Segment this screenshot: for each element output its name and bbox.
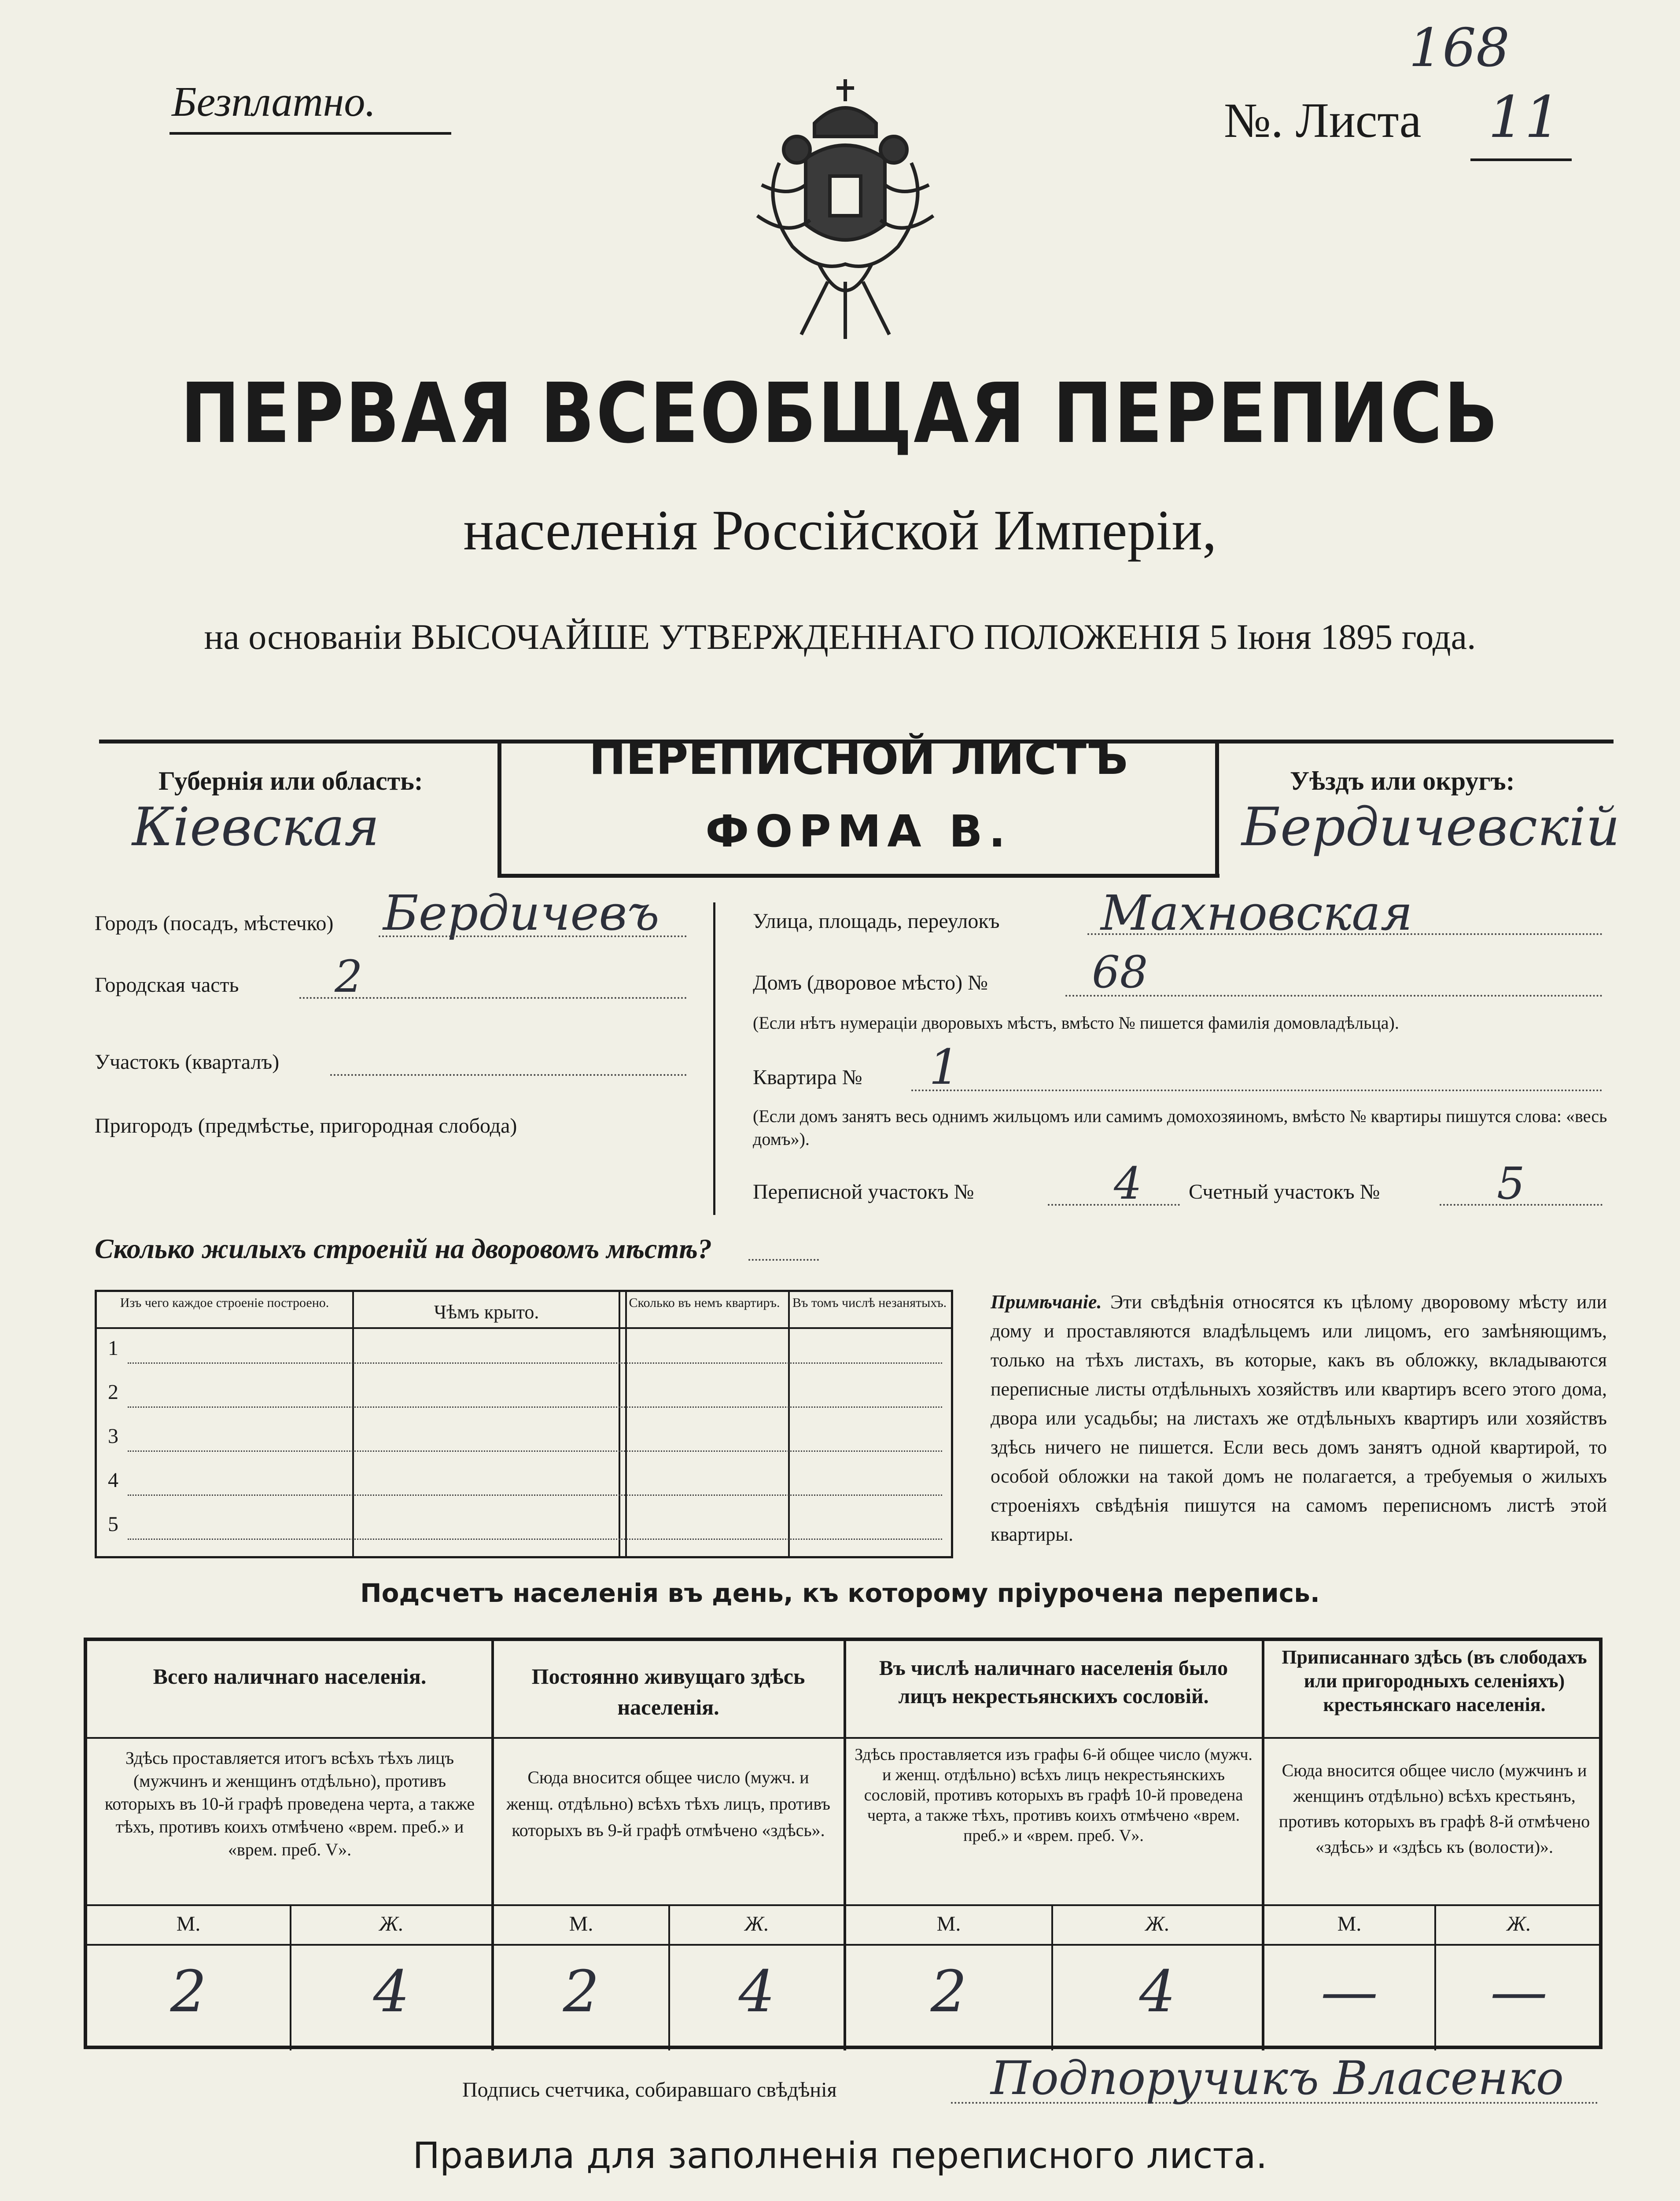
gubernia-value: Кіевская — [132, 797, 379, 858]
tally-m-header: М. — [1337, 1912, 1362, 1936]
tally-col-total-title: Всего наличнаго населенія. — [153, 1664, 427, 1689]
buildings-col-roof: Чѣмъ крыто. — [434, 1301, 539, 1323]
ward-label: Участокъ (кварталъ) — [95, 1050, 280, 1074]
buildings-col-vacant: Въ томъ числѣ незанятыхъ. — [792, 1296, 947, 1310]
tally-nonpeasant-male: 2 — [930, 1958, 967, 2025]
uezd-label: Уѣздъ или округъ: — [1290, 766, 1515, 795]
sheet-number-value: 11 — [1488, 84, 1561, 151]
form-variant: ФОРМА В. — [705, 806, 1012, 857]
street-line — [1087, 933, 1603, 935]
tally-col-resident-desc: Сюда вносится общее число (мужч. и женщ. отдѣльно) всѣхъ тѣхъ лицъ, противъ которыхъ въ 9-й графѣ отмѣчено «здѣсь». — [506, 1767, 830, 1840]
city-part-label: Городская часть — [95, 973, 239, 997]
tally-col-resident-title: Постоянно живущаго здѣсь населенія. — [531, 1664, 805, 1719]
buildings-row-number: 3 — [108, 1424, 118, 1448]
city-part-line — [299, 997, 687, 999]
ward-line — [330, 1074, 687, 1076]
street-label: Улица, площадь, переулокъ — [753, 909, 1000, 933]
free-label-underline — [169, 132, 451, 135]
legal-basis: на основаніи ВЫСОЧАЙШЕ УТВЕРЖДЕННАГО ПОЛОЖЕНІЯ 5 Іюня 1895 года. — [204, 617, 1476, 657]
tally-col-nonpeasant-title: Въ числѣ наличнаго населенія было лицъ некрестьянскихъ сословій. — [879, 1656, 1228, 1708]
rules-title: Правила для заполненія переписного листа. — [413, 2135, 1267, 2177]
tally-table — [84, 1638, 1603, 2049]
tally-f-header: Ж. — [744, 1912, 769, 1936]
house-label: Домъ (дворовое мѣсто) № — [753, 971, 988, 994]
tally-m-header: М. — [176, 1912, 201, 1936]
signature-value: Подпоручикъ Власенко — [991, 2051, 1564, 2105]
tally-peasant-male: — — [1321, 1958, 1378, 2025]
suburb-label: Пригородъ (предмѣстье, пригородная слобода) — [95, 1114, 517, 1137]
tally-f-header: Ж. — [1507, 1912, 1531, 1936]
city-label: Городъ (посадъ, мѣстечко) — [95, 912, 334, 935]
tally-m-header: М. — [569, 1912, 593, 1936]
flat-note: (Если домъ занятъ весь однимъ жильцомъ или самимъ домохозяиномъ, вмѣсто № квартиры пишутся слова: «весь домъ»). — [753, 1106, 1607, 1149]
house-note: (Если нѣтъ нумераціи дворовыхъ мѣстъ, вмѣсто № пишется фамилія домовладѣльца). — [753, 1013, 1399, 1033]
coat-of-arms-icon — [748, 75, 942, 348]
uezd-value: Бердичевскій — [1242, 797, 1620, 858]
buildings-col-material: Изъ чего каждое строеніе построено. — [120, 1296, 329, 1310]
address-divider — [713, 902, 715, 1215]
tally-col-peasant-desc: Сюда вносится общее число (мужчинъ и женщинъ отдѣльно) всѣхъ крестьянъ, противъ которыхъ въ графѣ 8-й отмѣчено «здѣсь» и «здѣсь къ (волости)». — [1278, 1760, 1590, 1857]
census-district-label: Переписной участокъ № — [753, 1180, 974, 1204]
buildings-note — [991, 1288, 1607, 1549]
gubernia-label: Губернія или область: — [158, 766, 423, 795]
counting-district-line — [1440, 1204, 1603, 1206]
free-label: Безплатно. — [172, 78, 376, 125]
buildings-col-flats: Сколько въ немъ квартиръ. — [629, 1296, 780, 1310]
tally-total-male: 2 — [170, 1958, 207, 2025]
tally-f-header: Ж. — [379, 1912, 404, 1936]
street-value: Махновская — [1101, 885, 1413, 941]
flat-line — [911, 1089, 1603, 1091]
buildings-question: Сколько жилыхъ строеній на дворовомъ мѣстѣ? — [95, 1233, 712, 1264]
buildings-row-number: 4 — [108, 1469, 118, 1492]
tally-heading: Подсчетъ населенія въ день, къ которому пріурочена перепись. — [360, 1578, 1320, 1608]
tally-m-header: М. — [936, 1912, 961, 1936]
tally-resident-male: 2 — [563, 1958, 600, 2025]
form-band-bottom-rule — [497, 874, 1219, 878]
city-value: Бердичевъ — [383, 885, 659, 941]
buildings-note-title: Примѣчаніе. — [991, 1291, 1102, 1313]
form-name: ПЕРЕПИСНОЙ ЛИСТЪ — [589, 733, 1128, 784]
signature-label: Подпись счетчика, собиравшаго свѣдѣнія — [462, 2078, 837, 2102]
page-subtitle: населенія Россійской Имперіи, — [463, 499, 1217, 562]
tally-col-peasant-title: Приписаннаго здѣсь (въ слободахъ или пригородныхъ селеніяхъ) крестьянскаго населенія. — [1282, 1646, 1587, 1715]
buildings-row-number: 5 — [108, 1513, 118, 1536]
house-line — [1065, 995, 1603, 997]
tally-peasant-female: — — [1490, 1958, 1547, 2025]
counting-district-label: Счетный участокъ № — [1189, 1180, 1380, 1204]
buildings-row-number: 2 — [108, 1380, 118, 1404]
city-line — [379, 935, 687, 937]
census-district-value: 4 — [1114, 1158, 1142, 1209]
house-value: 68 — [1092, 946, 1148, 998]
flat-value: 1 — [929, 1039, 960, 1095]
buildings-note-text: Эти свѣдѣнія относятся къ цѣлому дворовому мѣсту или дому и проставляются владѣльцемъ или лицомъ, его замѣняющимъ, только на тѣхъ листахъ, въ которые, какъ въ обложку, вкладываются переписные листы отдѣльныхъ хозяйствъ или квартиръ всего этого дома, двора или усадьбы; на листахъ же отдѣльныхъ квартиръ или хозяйствъ здѣсь ничего не пишется. Если весь домъ занятъ одной квартирой, то особой обложки на такой домъ не полагается, а требуемыя о жилыхъ строеніяхъ свѣдѣнія пишутся на самомъ переписномъ листѣ этой квартиры. — [991, 1291, 1607, 1545]
city-part-value: 2 — [335, 951, 363, 1002]
tally-col-total-desc: Здѣсь проставляется итогъ всѣхъ тѣхъ лицъ (мужчинъ и женщинъ отдѣльно), противъ которыхъ въ 10-й графѣ проведена черта, а также тѣхъ, противъ коихъ отмѣчено «врем. преб.» и «врем. преб. V». — [104, 1748, 475, 1859]
buildings-question-line — [748, 1259, 819, 1261]
counting-district-value: 5 — [1497, 1158, 1525, 1209]
page-title: ПЕРВАЯ ВСЕОБЩАЯ ПЕРЕПИСЬ — [180, 365, 1500, 462]
tally-f-header: Ж. — [1145, 1912, 1170, 1936]
tally-nonpeasant-female: 4 — [1139, 1958, 1176, 2025]
tally-col-nonpeasant-desc: Здѣсь проставляется изъ графы 6-й общее число (мужч. и женщ. отдѣльно) всѣхъ лицъ некрестьянскихъ сословій, противъ которыхъ въ графѣ 10-й проведена черта, а также тѣхъ, противъ коихъ отмѣчено «врем. преб.» и «врем. преб. V». — [855, 1745, 1253, 1845]
census-district-line — [1048, 1204, 1180, 1206]
sheet-number-label: №. Листа — [1224, 93, 1422, 148]
tally-resident-female: 4 — [738, 1958, 775, 2025]
sheet-number-underline — [1470, 158, 1572, 161]
buildings-table — [95, 1290, 953, 1558]
flat-label: Квартира № — [753, 1066, 862, 1089]
tally-total-female: 4 — [373, 1958, 410, 2025]
buildings-row-number: 1 — [108, 1336, 118, 1360]
corner-number: 168 — [1409, 18, 1510, 79]
